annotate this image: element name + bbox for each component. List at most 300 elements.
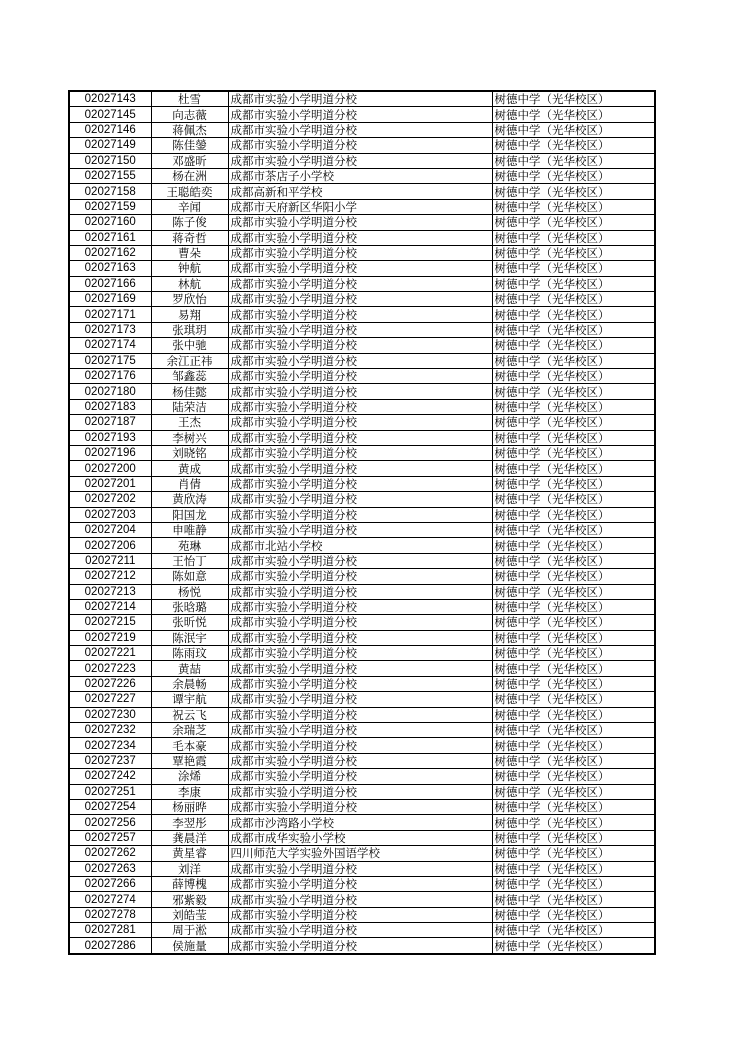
student-name-cell: 黄星睿: [151, 846, 228, 861]
table-row: [69, 445, 655, 460]
student-id-cell: 02027221: [69, 646, 151, 661]
table-row: [69, 753, 655, 768]
student-name-cell: 陈佳鎣: [151, 138, 228, 153]
student-id-cell: 02027274: [69, 892, 151, 907]
student-id-cell: 02027286: [69, 938, 151, 954]
table-row: [69, 307, 655, 322]
empty-cell: [418, 230, 492, 245]
empty-cell: [418, 353, 492, 368]
empty-cell: [418, 91, 492, 107]
empty-cell: [418, 430, 492, 445]
table-row: [69, 184, 655, 199]
student-name-cell: 陈雨玟: [151, 646, 228, 661]
student-id-cell: 02027202: [69, 492, 151, 507]
empty-cell: [418, 245, 492, 260]
student-id-cell: 02027158: [69, 184, 151, 199]
table-row: [69, 199, 655, 214]
admitted-school-cell: 树德中学（光华校区）: [492, 599, 655, 614]
empty-cell: [418, 307, 492, 322]
student-id-cell: 02027143: [69, 91, 151, 107]
student-id-cell: 02027166: [69, 276, 151, 291]
table-row: [69, 91, 655, 107]
primary-school-cell: 成都市实验小学明道分校: [228, 292, 418, 307]
primary-school-cell: 成都市实验小学明道分校: [228, 338, 418, 353]
admitted-school-cell: 树德中学（光华校区）: [492, 507, 655, 522]
admitted-school-cell: 树德中学（光华校区）: [492, 261, 655, 276]
student-id-cell: 02027160: [69, 215, 151, 230]
admitted-school-cell: 树德中学（光华校区）: [492, 876, 655, 891]
primary-school-cell: 成都高新和平学校: [228, 184, 418, 199]
empty-cell: [418, 784, 492, 799]
student-id-cell: 02027175: [69, 353, 151, 368]
empty-cell: [418, 892, 492, 907]
table-row: [69, 692, 655, 707]
primary-school-cell: 成都市实验小学明道分校: [228, 753, 418, 768]
admitted-school-cell: 树德中学（光华校区）: [492, 892, 655, 907]
student-id-cell: 02027174: [69, 338, 151, 353]
primary-school-cell: 成都市茶店子小学校: [228, 168, 418, 183]
admitted-school-cell: 树德中学（光华校区）: [492, 153, 655, 168]
student-id-cell: 02027169: [69, 292, 151, 307]
empty-cell: [418, 661, 492, 676]
empty-cell: [418, 569, 492, 584]
table-row: [69, 122, 655, 137]
primary-school-cell: 成都市实验小学明道分校: [228, 353, 418, 368]
student-name-cell: 张昕悦: [151, 615, 228, 630]
table-row: [69, 322, 655, 337]
admitted-school-cell: 树德中学（光华校区）: [492, 338, 655, 353]
student-id-cell: 02027227: [69, 692, 151, 707]
primary-school-cell: 成都市实验小学明道分校: [228, 630, 418, 645]
table-row: [69, 723, 655, 738]
empty-cell: [418, 830, 492, 845]
empty-cell: [418, 599, 492, 614]
empty-cell: [418, 876, 492, 891]
table-row: [69, 369, 655, 384]
table-row: [69, 292, 655, 307]
admitted-school-cell: 树德中学（光华校区）: [492, 399, 655, 414]
table-row: [69, 784, 655, 799]
student-id-cell: 02027281: [69, 923, 151, 938]
table-row: [69, 230, 655, 245]
student-id-cell: 02027201: [69, 476, 151, 491]
primary-school-cell: 成都市实验小学明道分校: [228, 784, 418, 799]
empty-cell: [418, 723, 492, 738]
admitted-school-cell: 树德中学（光华校区）: [492, 122, 655, 137]
admitted-school-cell: 树德中学（光华校区）: [492, 799, 655, 814]
primary-school-cell: 成都市实验小学明道分校: [228, 692, 418, 707]
student-name-cell: 毛本豪: [151, 738, 228, 753]
admitted-school-cell: 树德中学（光华校区）: [492, 815, 655, 830]
empty-cell: [418, 461, 492, 476]
table-row: [69, 707, 655, 722]
primary-school-cell: 成都市实验小学明道分校: [228, 615, 418, 630]
admitted-school-cell: 树德中学（光华校区）: [492, 522, 655, 537]
student-id-cell: 02027223: [69, 661, 151, 676]
admitted-school-cell: 树德中学（光华校区）: [492, 661, 655, 676]
student-name-cell: 刘晓铭: [151, 445, 228, 460]
student-name-cell: 易翔: [151, 307, 228, 322]
admitted-school-cell: 树德中学（光华校区）: [492, 938, 655, 954]
table-row: [69, 168, 655, 183]
table-row: [69, 599, 655, 614]
primary-school-cell: 成都市实验小学明道分校: [228, 646, 418, 661]
primary-school-cell: 成都市实验小学明道分校: [228, 769, 418, 784]
table-row: [69, 799, 655, 814]
table-row: [69, 569, 655, 584]
empty-cell: [418, 769, 492, 784]
student-name-cell: 钟航: [151, 261, 228, 276]
admitted-school-cell: 树德中学（光华校区）: [492, 738, 655, 753]
student-id-cell: 02027150: [69, 153, 151, 168]
admitted-school-cell: 树德中学（光华校区）: [492, 445, 655, 460]
empty-cell: [418, 707, 492, 722]
admitted-school-cell: 树德中学（光华校区）: [492, 245, 655, 260]
student-id-cell: 02027257: [69, 830, 151, 845]
empty-cell: [418, 338, 492, 353]
student-name-cell: 余晨畅: [151, 676, 228, 691]
empty-cell: [418, 384, 492, 399]
table-row: [69, 738, 655, 753]
empty-cell: [418, 184, 492, 199]
student-name-cell: 陈泯宇: [151, 630, 228, 645]
empty-cell: [418, 107, 492, 122]
primary-school-cell: 成都市实验小学明道分校: [228, 876, 418, 891]
primary-school-cell: 成都市实验小学明道分校: [228, 799, 418, 814]
table-row: [69, 584, 655, 599]
admitted-school-cell: 树德中学（光华校区）: [492, 707, 655, 722]
student-id-cell: 02027214: [69, 599, 151, 614]
student-id-cell: 02027213: [69, 584, 151, 599]
student-name-cell: 阳国龙: [151, 507, 228, 522]
table-row: [69, 938, 655, 954]
primary-school-cell: 成都市实验小学明道分校: [228, 430, 418, 445]
primary-school-cell: 成都市沙湾路小学校: [228, 815, 418, 830]
admitted-school-cell: 树德中学（光华校区）: [492, 292, 655, 307]
table-row: [69, 553, 655, 568]
student-name-cell: 龚晨洋: [151, 830, 228, 845]
table-row: [69, 461, 655, 476]
student-name-cell: 张琪玥: [151, 322, 228, 337]
table-body: [69, 91, 655, 954]
primary-school-cell: 成都市实验小学明道分校: [228, 707, 418, 722]
empty-cell: [418, 615, 492, 630]
student-name-cell: 杨丽晔: [151, 799, 228, 814]
student-id-cell: 02027145: [69, 107, 151, 122]
table-row: [69, 384, 655, 399]
empty-cell: [418, 553, 492, 568]
empty-cell: [418, 923, 492, 938]
empty-cell: [418, 522, 492, 537]
empty-cell: [418, 215, 492, 230]
primary-school-cell: 成都市实验小学明道分校: [228, 553, 418, 568]
table-row: [69, 815, 655, 830]
student-name-cell: 周于淞: [151, 923, 228, 938]
table-row: [69, 830, 655, 845]
empty-cell: [418, 738, 492, 753]
primary-school-cell: 成都市实验小学明道分校: [228, 153, 418, 168]
primary-school-cell: 成都市实验小学明道分校: [228, 322, 418, 337]
student-name-cell: 杜雪: [151, 91, 228, 107]
student-id-cell: 02027206: [69, 538, 151, 553]
admitted-school-cell: 树德中学（光华校区）: [492, 476, 655, 491]
primary-school-cell: 成都市实验小学明道分校: [228, 215, 418, 230]
student-name-cell: 陈如意: [151, 569, 228, 584]
primary-school-cell: 成都市实验小学明道分校: [228, 738, 418, 753]
empty-cell: [418, 122, 492, 137]
student-id-cell: 02027171: [69, 307, 151, 322]
admitted-school-cell: 树德中学（光华校区）: [492, 215, 655, 230]
admitted-school-cell: 树德中学（光华校区）: [492, 230, 655, 245]
primary-school-cell: 成都市实验小学明道分校: [228, 399, 418, 414]
admitted-school-cell: 树德中学（光华校区）: [492, 168, 655, 183]
primary-school-cell: 成都市实验小学明道分校: [228, 91, 418, 107]
empty-cell: [418, 168, 492, 183]
table-row: [69, 245, 655, 260]
primary-school-cell: 成都市实验小学明道分校: [228, 307, 418, 322]
empty-cell: [418, 322, 492, 337]
student-name-cell: 王怡丁: [151, 553, 228, 568]
admitted-school-cell: 树德中学（光华校区）: [492, 907, 655, 922]
empty-cell: [418, 799, 492, 814]
primary-school-cell: 成都市实验小学明道分校: [228, 938, 418, 954]
student-name-cell: 谭宇航: [151, 692, 228, 707]
admitted-school-cell: 树德中学（光华校区）: [492, 538, 655, 553]
admitted-school-cell: 树德中学（光华校区）: [492, 584, 655, 599]
primary-school-cell: 成都市天府新区华阳小学: [228, 199, 418, 214]
empty-cell: [418, 445, 492, 460]
student-name-cell: 杨悦: [151, 584, 228, 599]
student-name-cell: 蒋佩杰: [151, 122, 228, 137]
admitted-school-cell: 树德中学（光华校区）: [492, 138, 655, 153]
admitted-school-cell: 树德中学（光华校区）: [492, 276, 655, 291]
empty-cell: [418, 846, 492, 861]
student-name-cell: 祝云飞: [151, 707, 228, 722]
admitted-school-cell: 树德中学（光华校区）: [492, 830, 655, 845]
student-id-cell: 02027215: [69, 615, 151, 630]
primary-school-cell: 成都市实验小学明道分校: [228, 276, 418, 291]
table-row: [69, 615, 655, 630]
table-row: [69, 430, 655, 445]
table-row: [69, 861, 655, 876]
student-id-cell: 02027230: [69, 707, 151, 722]
table-row: [69, 507, 655, 522]
table-row: [69, 846, 655, 861]
table-row: [69, 399, 655, 414]
admitted-school-cell: 树德中学（光华校区）: [492, 630, 655, 645]
student-id-cell: 02027180: [69, 384, 151, 399]
table-row: [69, 522, 655, 537]
student-id-cell: 02027254: [69, 799, 151, 814]
student-name-cell: 覃艳霞: [151, 753, 228, 768]
admitted-school-cell: 树德中学（光华校区）: [492, 369, 655, 384]
student-name-cell: 邹鑫蕊: [151, 369, 228, 384]
student-id-cell: 02027183: [69, 399, 151, 414]
admitted-school-cell: 树德中学（光华校区）: [492, 753, 655, 768]
student-name-cell: 林航: [151, 276, 228, 291]
primary-school-cell: 成都市实验小学明道分校: [228, 907, 418, 922]
student-id-cell: 02027256: [69, 815, 151, 830]
primary-school-cell: 成都市实验小学明道分校: [228, 676, 418, 691]
student-id-cell: 02027187: [69, 415, 151, 430]
admitted-school-cell: 树德中学（光华校区）: [492, 723, 655, 738]
student-name-cell: 王杰: [151, 415, 228, 430]
empty-cell: [418, 753, 492, 768]
primary-school-cell: 成都市实验小学明道分校: [228, 245, 418, 260]
student-id-cell: 02027266: [69, 876, 151, 891]
student-id-cell: 02027237: [69, 753, 151, 768]
student-name-cell: 苑琳: [151, 538, 228, 553]
primary-school-cell: 四川师范大学实验外国语学校: [228, 846, 418, 861]
admitted-school-cell: 树德中学（光华校区）: [492, 184, 655, 199]
student-name-cell: 辛闻: [151, 199, 228, 214]
admitted-school-cell: 树德中学（光华校区）: [492, 415, 655, 430]
student-name-cell: 陈子俊: [151, 215, 228, 230]
primary-school-cell: 成都市实验小学明道分校: [228, 861, 418, 876]
empty-cell: [418, 630, 492, 645]
table-row: [69, 676, 655, 691]
student-id-cell: 02027278: [69, 907, 151, 922]
student-id-cell: 02027234: [69, 738, 151, 753]
student-id-cell: 02027149: [69, 138, 151, 153]
student-id-cell: 02027232: [69, 723, 151, 738]
table-row: [69, 892, 655, 907]
student-name-cell: 张中驰: [151, 338, 228, 353]
admitted-school-cell: 树德中学（光华校区）: [492, 692, 655, 707]
student-name-cell: 张晗璐: [151, 599, 228, 614]
empty-cell: [418, 584, 492, 599]
primary-school-cell: 成都市实验小学明道分校: [228, 230, 418, 245]
primary-school-cell: 成都市实验小学明道分校: [228, 461, 418, 476]
primary-school-cell: 成都市实验小学明道分校: [228, 923, 418, 938]
student-id-cell: 02027193: [69, 430, 151, 445]
student-name-cell: 杨佳懿: [151, 384, 228, 399]
student-name-cell: 余瑞芝: [151, 723, 228, 738]
empty-cell: [418, 692, 492, 707]
admitted-school-cell: 树德中学（光华校区）: [492, 769, 655, 784]
table-row: [69, 138, 655, 153]
admitted-school-cell: 树德中学（光华校区）: [492, 307, 655, 322]
student-id-cell: 02027204: [69, 522, 151, 537]
primary-school-cell: 成都市北站小学校: [228, 538, 418, 553]
empty-cell: [418, 861, 492, 876]
primary-school-cell: 成都市实验小学明道分校: [228, 569, 418, 584]
student-name-cell: 薛博槐: [151, 876, 228, 891]
student-name-cell: 刘洋: [151, 861, 228, 876]
table-row: [69, 876, 655, 891]
admitted-school-cell: 树德中学（光华校区）: [492, 353, 655, 368]
student-name-cell: 罗欣怡: [151, 292, 228, 307]
admitted-school-cell: 树德中学（光华校区）: [492, 846, 655, 861]
student-id-cell: 02027211: [69, 553, 151, 568]
admitted-school-cell: 树德中学（光华校区）: [492, 91, 655, 107]
table-row: [69, 476, 655, 491]
primary-school-cell: 成都市成华实验小学校: [228, 830, 418, 845]
admitted-school-cell: 树德中学（光华校区）: [492, 107, 655, 122]
empty-cell: [418, 153, 492, 168]
empty-cell: [418, 292, 492, 307]
admitted-school-cell: 树德中学（光华校区）: [492, 430, 655, 445]
table-row: [69, 338, 655, 353]
table-row: [69, 353, 655, 368]
table-row: [69, 630, 655, 645]
primary-school-cell: 成都市实验小学明道分校: [228, 445, 418, 460]
empty-cell: [418, 507, 492, 522]
student-name-cell: 刘皓莹: [151, 907, 228, 922]
table-row: [69, 661, 655, 676]
empty-cell: [418, 492, 492, 507]
primary-school-cell: 成都市实验小学明道分校: [228, 492, 418, 507]
student-name-cell: 王聪皓奕: [151, 184, 228, 199]
table-row: [69, 923, 655, 938]
admitted-school-cell: 树德中学（光华校区）: [492, 553, 655, 568]
student-name-cell: 李树兴: [151, 430, 228, 445]
admitted-school-cell: 树德中学（光华校区）: [492, 861, 655, 876]
primary-school-cell: 成都市实验小学明道分校: [228, 107, 418, 122]
primary-school-cell: 成都市实验小学明道分校: [228, 384, 418, 399]
admitted-school-cell: 树德中学（光华校区）: [492, 492, 655, 507]
empty-cell: [418, 538, 492, 553]
admitted-school-cell: 树德中学（光华校区）: [492, 199, 655, 214]
admitted-school-cell: 树德中学（光华校区）: [492, 322, 655, 337]
empty-cell: [418, 476, 492, 491]
student-id-cell: 02027161: [69, 230, 151, 245]
student-name-cell: 陆荣洁: [151, 399, 228, 414]
student-name-cell: 黄喆: [151, 661, 228, 676]
admitted-school-cell: 树德中学（光华校区）: [492, 615, 655, 630]
student-name-cell: 涂烯: [151, 769, 228, 784]
primary-school-cell: 成都市实验小学明道分校: [228, 892, 418, 907]
student-id-cell: 02027219: [69, 630, 151, 645]
admitted-school-cell: 树德中学（光华校区）: [492, 676, 655, 691]
primary-school-cell: 成都市实验小学明道分校: [228, 507, 418, 522]
student-name-cell: 向志薇: [151, 107, 228, 122]
empty-cell: [418, 646, 492, 661]
student-name-cell: 杨在洲: [151, 168, 228, 183]
student-name-cell: 蒋奇哲: [151, 230, 228, 245]
student-id-cell: 02027159: [69, 199, 151, 214]
admission-list-table: [68, 90, 656, 955]
primary-school-cell: 成都市实验小学明道分校: [228, 476, 418, 491]
student-id-cell: 02027242: [69, 769, 151, 784]
table-row: [69, 907, 655, 922]
student-id-cell: 02027173: [69, 322, 151, 337]
student-name-cell: 黄成: [151, 461, 228, 476]
primary-school-cell: 成都市实验小学明道分校: [228, 122, 418, 137]
admitted-school-cell: 树德中学（光华校区）: [492, 461, 655, 476]
student-name-cell: 李康: [151, 784, 228, 799]
primary-school-cell: 成都市实验小学明道分校: [228, 584, 418, 599]
admitted-school-cell: 树德中学（光华校区）: [492, 384, 655, 399]
student-id-cell: 02027263: [69, 861, 151, 876]
empty-cell: [418, 199, 492, 214]
admitted-school-cell: 树德中学（光华校区）: [492, 646, 655, 661]
student-id-cell: 02027196: [69, 445, 151, 460]
student-name-cell: 黄欣涛: [151, 492, 228, 507]
primary-school-cell: 成都市实验小学明道分校: [228, 599, 418, 614]
admitted-school-cell: 树德中学（光华校区）: [492, 569, 655, 584]
table-row: [69, 415, 655, 430]
admitted-school-cell: 树德中学（光华校区）: [492, 784, 655, 799]
empty-cell: [418, 261, 492, 276]
empty-cell: [418, 676, 492, 691]
table-row: [69, 646, 655, 661]
student-name-cell: 肖倩: [151, 476, 228, 491]
table-row: [69, 153, 655, 168]
empty-cell: [418, 369, 492, 384]
empty-cell: [418, 399, 492, 414]
student-name-cell: 李翌彤: [151, 815, 228, 830]
